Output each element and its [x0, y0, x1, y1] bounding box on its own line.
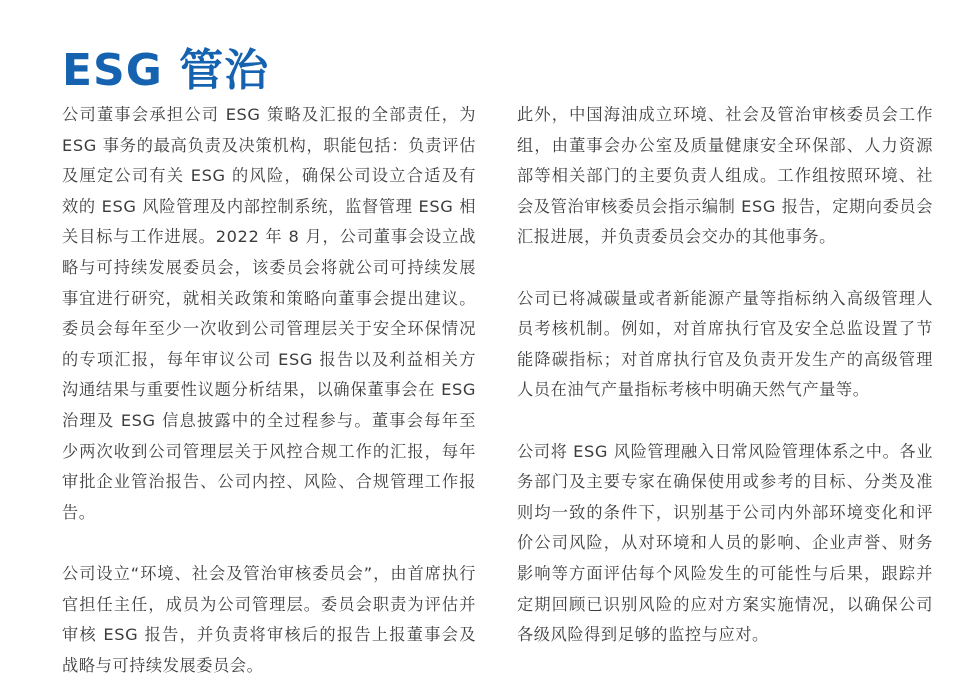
paragraph-assessment-mechanism: 公司已将减碳量或者新能源产量等指标纳入高级管理人员考核机制。例如，对首席执行官及安全总监设置了节能降碳指标；对首席执行官及负责开发生产的高级管理人员在油气产量指标考核中明确天然气产量等。 — [517, 288, 933, 400]
paragraph-risk-management: 公司将 ESG 风险管理融入日常风险管理体系之中。各业务部门及主要专家在确保使用或参考的目标、分类及准则均一致的条件下，识别基于公司内外部环境变化和评价公司风险，从对环境和人员的影响、企业声誉、财务影响等方面评估每个风险发生的可能性与后果，跟踪并定期回顾已识别风险的应对方案实施情况，以确保公司各级风险得到足够的监控与应对。 — [517, 441, 933, 645]
paragraph-audit-committee: 公司设立“环境、社会及管治审核委员会”，由首席执行官担任主任，成员为公司管理层。委员会职责为评估并审核 ESG 报告，并负责将审核后的报告上报董事会及战略与可持续发展委员会。 — [62, 563, 476, 675]
page-title: ESG 管治 — [62, 45, 270, 97]
paragraph-board-responsibility: 公司董事会承担公司 ESG 策略及汇报的全部责任，为 ESG 事务的最高负责及决策机构，职能包括：负责评估及厘定公司有关 ESG 的风险，确保公司设立合适及有效的 ESG 风险管理及内部控制系统，监督管理 ESG 相关目标与工作进展。2022 年 8 月，公司董事会设立战略与可持续发展委员会，该委员会将就公司可持续发展事宜进行研究，就相关政策和策略向董事会提出建议。委员会每年至少一次收到公司管理层关于安全环保情况的专项汇报，每年审议公司 ESG 报告以及利益相关方沟通结果与重要性议题分析结果，以确保董事会在 ESG 治理及 ESG 信息披露中的全过程参与。董事会每年至少两次收到公司管理层关于风控合规工作的汇报，每年审批企业管治报告、公司内控、风险、合规管理工作报告。 — [62, 105, 476, 522]
left-column — [62, 100, 476, 681]
paragraph-working-group: 此外，中国海油成立环境、社会及管治审核委员会工作组，由董事会办公室及质量健康安全环保部、人力资源部等相关部门的主要负责人组成。工作组按照环境、社会及管治审核委员会指示编制 ESG 报告，定期向委员会汇报进展，并负责委员会交办的其他事务。 — [517, 105, 933, 247]
right-column — [517, 100, 933, 651]
